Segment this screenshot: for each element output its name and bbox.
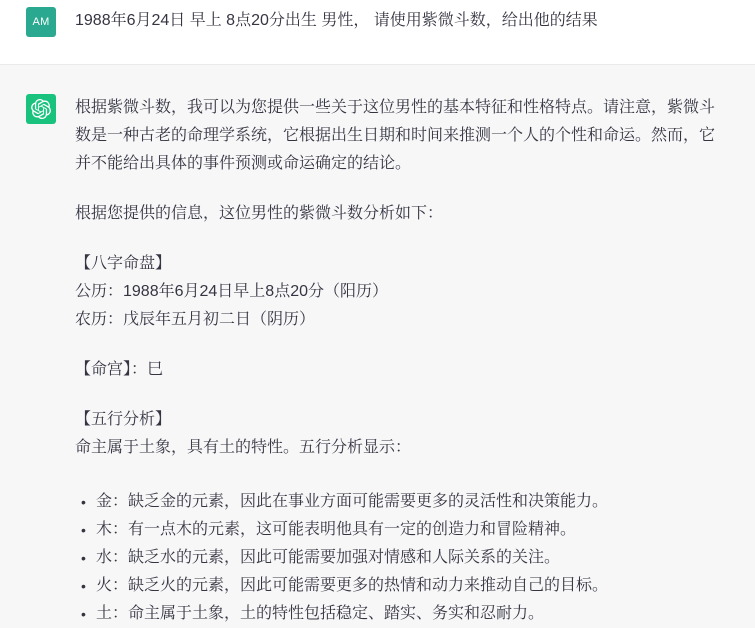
bazi-lunar-date: 农历：戊辰年五月初二日（阴历）	[75, 311, 316, 328]
bazi-solar-date: 公历：1988年6月24日早上8点20分（阳历）	[75, 283, 388, 300]
user-message	[0, 0, 755, 64]
user-avatar: AM	[26, 7, 56, 37]
list-item-wood: • 木：有一点木的元素，这可能表明他具有一定的创造力和冒险精神。	[75, 516, 730, 544]
assistant-message	[0, 64, 755, 628]
paragraph-minggong: 【命宫】：巳	[75, 361, 164, 378]
paragraph-analysis-intro: 根据您提供的信息，这位男性的紫微斗数分析如下：	[75, 205, 444, 222]
list-item-fire: • 火：缺乏火的元素，因此可能需要更多的热情和动力来推动自己的目标。	[75, 572, 730, 600]
wuxing-element-list	[75, 488, 730, 628]
assistant-message-text	[75, 94, 730, 628]
paragraph-wuxing	[75, 406, 730, 462]
wuxing-intro: 命主属于土象，具有土的特性。五行分析显示：	[75, 439, 412, 456]
openai-logo-icon	[31, 99, 51, 119]
paragraph-bazi	[75, 250, 730, 334]
paragraph-intro: 根据紫微斗数，我可以为您提供一些关于这位男性的基本特征和性格特点。请注意，紫微斗数是一种古老的命理学系统，它根据出生日期和时间来推测一个人的个性和命运。然而，它并不能给出具体的事件预测或命运确定的结论。	[75, 99, 716, 172]
wuxing-title: 【五行分析】	[75, 411, 172, 428]
list-item-water: • 水：缺乏水的元素，因此可能需要加强对情感和人际关系的关注。	[75, 544, 730, 572]
list-item-earth: • 土：命主属于土象，土的特性包括稳定、踏实、务实和忍耐力。	[75, 600, 730, 628]
chatgpt-avatar	[26, 94, 56, 124]
bazi-title: 【八字命盘】	[75, 255, 172, 272]
list-item-metal: • 金：缺乏金的元素，因此在事业方面可能需要更多的灵活性和决策能力。	[75, 488, 730, 516]
user-message-text: 1988年6月24日 早上 8点20分出生 男性， 请使用紫微斗数，给出他的结果	[75, 12, 598, 29]
